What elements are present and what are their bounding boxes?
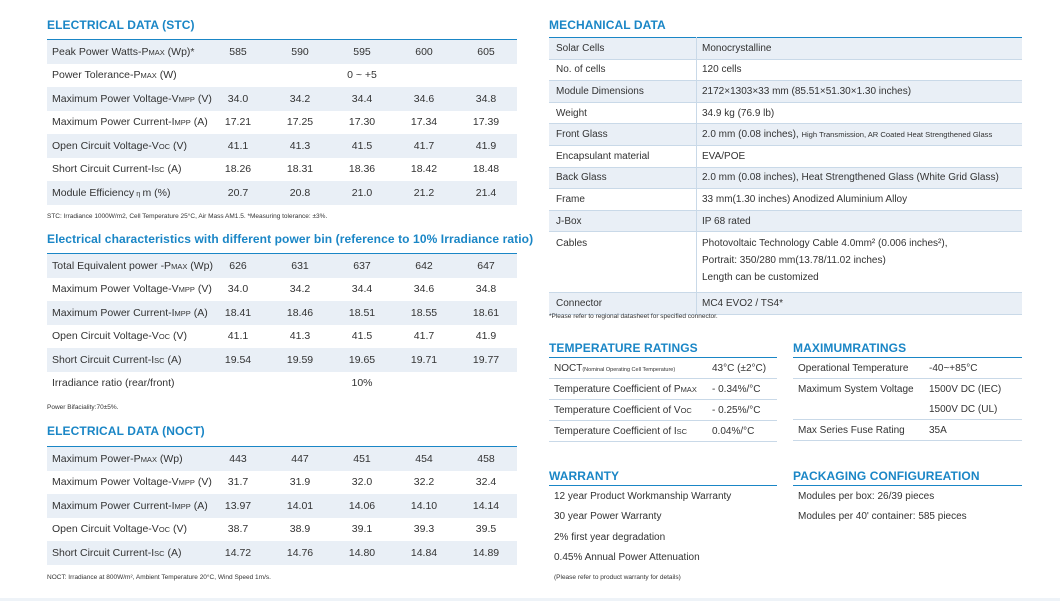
list-item: [549, 527, 777, 548]
table-row: [549, 145, 1022, 167]
value-cell: 451: [331, 447, 393, 471]
mechanical-note: *Please refer to regional datasheet for specified connector.: [549, 313, 718, 320]
value-cell: 34.6: [393, 87, 455, 111]
table-row: [549, 189, 1022, 211]
table-row: [793, 379, 1022, 400]
label-subscript: MAX: [140, 454, 157, 464]
table-row: [47, 541, 517, 565]
value-cell: 458: [455, 447, 517, 471]
row-label: [47, 158, 207, 182]
label-text: Power Tolerance-P: [52, 69, 141, 82]
spec-value: [697, 145, 1023, 167]
value-cell: 18.41: [207, 301, 269, 325]
value-cell: 18.46: [269, 301, 331, 325]
spec-key: Front Glass: [549, 124, 697, 146]
row-label: [47, 181, 207, 205]
max-ratings-table: [793, 357, 1022, 441]
value-cell: 34.2: [269, 87, 331, 111]
spec-value: [697, 102, 1023, 124]
row-label: [47, 301, 207, 325]
table-row: [47, 40, 517, 64]
table-row: [47, 64, 517, 88]
rating-value: 35A: [929, 420, 1022, 441]
table-row: [47, 518, 517, 542]
spec-value: [697, 293, 1023, 315]
value-cell: 18.26: [224, 163, 252, 176]
label-unit: (A): [164, 546, 182, 559]
table-row: [47, 494, 517, 518]
value-cell: 605: [455, 40, 517, 64]
label-unit: (A): [190, 306, 208, 319]
list-item-text: Modules per 40' container: 585 pieces: [798, 511, 967, 523]
label-text: Module Efficiency: [52, 186, 135, 199]
value-cell: 39.1: [351, 523, 373, 536]
table-row: [47, 278, 517, 302]
label-text: Open Circuit Voltage-V: [52, 330, 159, 343]
list-item-text: 12 year Product Workmanship Warranty: [554, 490, 732, 502]
label-unit: (V): [170, 523, 187, 536]
value-cell: 642: [393, 254, 455, 278]
spec-value-text: 2.0 mm (0.08 inches), Heat Strengthened Glass (White Grid Glass): [702, 172, 999, 184]
value-cell: 19.71: [393, 348, 455, 372]
spec-value: [697, 189, 1023, 211]
table-row: [793, 358, 1022, 379]
label-text: Temperature Coefficient of V: [554, 404, 681, 416]
label-unit: (A): [190, 116, 208, 129]
label-subscript: SC: [154, 355, 165, 365]
label-text: Short Circuit Current-I: [52, 163, 155, 176]
value-cell: 454: [393, 447, 455, 471]
label-subscript: OC: [158, 141, 171, 151]
value-cell: 41.9: [475, 330, 497, 343]
table-row: [549, 232, 1022, 293]
label-subscript: SC: [676, 426, 688, 436]
label-text: Maximum Power Voltage-V: [52, 92, 179, 105]
stc-note: STC: Irradiance 1000W/m2, Cell Temperature 25°C, Air Mass AM1.5. *Measuring tolerance: ±3%.: [47, 213, 328, 220]
label-text: Temperature Coefficient of I: [554, 425, 677, 437]
spec-key: Back Glass: [549, 167, 697, 189]
spec-value-line: Photovoltaic Technology Cable 4.0mm² (0.006 inches²),: [702, 238, 948, 250]
rating-value: - 0.34%/°C: [712, 379, 777, 400]
label-subscript: MAX: [171, 261, 188, 271]
table-row: [549, 81, 1022, 103]
value-cell: 447: [269, 447, 331, 471]
table-row: [549, 59, 1022, 81]
noct-table: [47, 446, 517, 565]
row-label: [47, 518, 207, 542]
label-text: Short Circuit Current-I: [52, 546, 155, 559]
row-label: [47, 134, 207, 158]
list-item: [549, 486, 777, 507]
table-row: [549, 102, 1022, 124]
spec-key: Connector: [549, 293, 697, 315]
table-row: [47, 325, 517, 349]
label-unit: (V): [170, 139, 187, 152]
label-unit: (Wp): [187, 259, 214, 272]
table-row: [549, 210, 1022, 232]
packaging-list: [793, 485, 1022, 527]
value-cell: 41.1: [227, 330, 249, 343]
spec-value-line: Length can be customized: [702, 272, 819, 284]
rating-value: 1500V DC (IEC): [929, 383, 1002, 395]
row-label: [47, 254, 214, 278]
list-item: [549, 548, 777, 569]
value-cell: 18.51: [331, 301, 393, 325]
label-text: Maximum Power Current-I: [52, 306, 175, 319]
table-row: [549, 167, 1022, 189]
stc-title: ELECTRICAL DATA (STC): [47, 18, 195, 32]
spec-value-text: MC4 EVO2 / TS4*: [702, 298, 783, 310]
value-cell: 14.10: [393, 494, 455, 518]
label-unit: m (%): [142, 186, 171, 199]
label-text: Maximum Power Current-I: [52, 499, 175, 512]
row-label: [47, 87, 212, 111]
value-cell: 41.3: [289, 330, 311, 343]
label-small: (Nominal Operating Cell Temperature): [582, 366, 676, 373]
list-item-text: 2% first year degradation: [554, 531, 666, 543]
label-unit: (V): [194, 476, 212, 489]
label-unit: (W): [156, 69, 177, 82]
label-unit: (V): [194, 283, 212, 296]
spec-value-text: 34.9 kg (76.9 lb): [702, 107, 775, 119]
label-subscript: MPP: [174, 501, 191, 511]
table-row: [47, 301, 517, 325]
value-cell: 631: [269, 254, 331, 278]
rating-label: [793, 399, 929, 420]
row-label: [47, 494, 207, 518]
row-label: [47, 111, 207, 135]
value-cell: 21.2: [393, 181, 455, 205]
value-cell: 21.0: [331, 181, 393, 205]
mechanical-table: [549, 37, 1022, 315]
value-cell: 17.21: [224, 116, 252, 129]
row-label: [47, 541, 207, 565]
label-text: Temperature Coefficient of P: [554, 383, 681, 395]
spec-value: [697, 124, 1023, 146]
value-cell: 17.39: [472, 116, 500, 129]
row-label: [47, 471, 212, 495]
label-subscript: SC: [154, 548, 165, 558]
table-row: [549, 379, 777, 400]
list-item: [793, 507, 1022, 528]
value-cell: 19.59: [269, 348, 331, 372]
value-cell: 14.72: [207, 541, 269, 565]
label-subscript: OC: [158, 525, 171, 535]
value-cell: 14.01: [269, 494, 331, 518]
value-cell: 18.55: [393, 301, 455, 325]
value-cell: 41.5: [331, 134, 393, 158]
rating-label: Max Series Fuse Rating: [793, 420, 929, 441]
value-cell: 41.7: [413, 330, 435, 343]
label-subscript: MPP: [178, 478, 195, 488]
value-cell: 41.1: [207, 134, 269, 158]
table-row: [793, 420, 1022, 441]
value-cell: 647: [455, 254, 517, 278]
value-cell: 585: [207, 40, 269, 64]
label-subscript: MAX: [680, 384, 697, 394]
row-label: [47, 348, 207, 372]
noct-title: ELECTRICAL DATA (NOCT): [47, 424, 205, 438]
table-row: [47, 181, 517, 205]
mechanical-title: MECHANICAL DATA: [549, 18, 666, 32]
value-cell: 39.5: [475, 523, 497, 536]
value-cell: 32.4: [475, 476, 497, 489]
value-cell: 32.0: [351, 476, 373, 489]
value-cell: 41.3: [269, 134, 331, 158]
spec-value-text: 2172×1303×33 mm (85.51×51.30×1.30 inches): [702, 85, 912, 97]
max-ratings-title: MAXIMUMRATINGS: [793, 341, 907, 355]
value-span-cell: 10%: [351, 377, 373, 390]
label-text: Maximum Power Current-I: [52, 116, 175, 129]
value-cell: 17.30: [348, 116, 376, 129]
temperature-title: TEMPERATURE RATINGS: [549, 341, 698, 355]
rating-value: 0.04%/°C: [712, 421, 777, 442]
label-subscript: MPP: [178, 285, 195, 295]
value-cell: 14.14: [455, 494, 517, 518]
value-cell: 19.54: [207, 348, 269, 372]
value-cell: 20.7: [207, 181, 269, 205]
value-cell: 626: [207, 254, 269, 278]
value-cell: 34.0: [207, 87, 269, 111]
value-cell: 14.89: [455, 541, 517, 565]
spec-key: Solar Cells: [549, 38, 697, 60]
packaging-title: PACKAGING CONFIGUREATION: [793, 469, 980, 483]
row-label: [47, 372, 207, 396]
label-subscript: MPP: [174, 118, 191, 128]
value-cell: 14.84: [393, 541, 455, 565]
noct-note: NOCT: Irradiance at 800W/m², Ambient Temperature 20°C, Wind Speed 1m/s.: [47, 574, 271, 581]
spec-value-line: Portrait: 350/280 mm(13.78/11.02 inches): [702, 255, 886, 267]
row-label: [47, 325, 207, 349]
spec-value-text: 33 mm(1.30 inches) Anodized Aluminium Alloy: [702, 193, 908, 205]
table-row: [793, 399, 1022, 420]
spec-value: [697, 38, 1023, 60]
value-cell: 17.25: [286, 116, 314, 129]
value-cell: 443: [207, 447, 269, 471]
value-cell: 18.48: [472, 163, 500, 176]
rating-value: - 0.25%/°C: [712, 400, 777, 421]
spec-key: Module Dimensions: [549, 81, 697, 103]
spec-value: [697, 210, 1023, 232]
value-cell: 637: [331, 254, 393, 278]
value-cell: 38.9: [289, 523, 311, 536]
table-row: [47, 254, 517, 278]
spec-value-small: High Transmission, AR Coated Heat Strengthened Glass: [801, 130, 993, 140]
spec-value-text: 120 cells: [702, 64, 742, 76]
spec-value: [697, 232, 1023, 293]
label-unit: (A): [164, 163, 182, 176]
rating-value: 43°C (±2°C): [712, 358, 777, 379]
label-subscript: SC: [154, 165, 165, 175]
value-cell: 34.8: [455, 87, 517, 111]
spec-key: J-Box: [549, 210, 697, 232]
warranty-note: (Please refer to product warranty for details): [554, 574, 681, 581]
value-cell: 38.7: [227, 523, 249, 536]
table-row: [47, 111, 517, 135]
rating-label: [549, 400, 712, 421]
label-text: Peak Power Watts-P: [52, 45, 149, 58]
rating-label: Operational Temperature: [793, 358, 929, 379]
value-cell: 32.2: [413, 476, 435, 489]
spec-value-text: 2.0 mm (0.08 inches),: [702, 129, 802, 141]
spec-value-text: EVA/POE: [702, 150, 746, 162]
label-text: Open Circuit Voltage-V: [52, 139, 159, 152]
rating-label: [549, 421, 712, 442]
spec-key: Frame: [549, 189, 697, 211]
spec-value: [697, 59, 1023, 81]
value-span-cell: 0 ~ +5: [347, 69, 377, 82]
table-row: [549, 124, 1022, 146]
label-subscript: OC: [680, 405, 692, 415]
label-text: Short Circuit Current-I: [52, 353, 155, 366]
spec-key: Weight: [549, 102, 697, 124]
spec-key: No. of cells: [549, 59, 697, 81]
value-cell: 18.61: [455, 301, 517, 325]
label-unit: (V): [170, 330, 187, 343]
row-label: [47, 40, 207, 64]
label-subscript: MAX: [148, 47, 165, 57]
table-row: [47, 158, 517, 182]
list-item: [793, 486, 1022, 507]
value-cell: 18.36: [348, 163, 376, 176]
list-item-text: Modules per box: 26/39 pieces: [798, 490, 935, 502]
table-row: [47, 87, 517, 111]
spec-value-text: IP 68 rated: [702, 215, 751, 227]
row-label: [47, 447, 207, 471]
rating-value: 1500V DC (UL): [929, 399, 1022, 420]
value-cell: 14.06: [331, 494, 393, 518]
spec-value: [697, 167, 1023, 189]
value-cell: 34.4: [351, 283, 373, 296]
value-cell: 34.0: [227, 283, 249, 296]
value-cell: 41.5: [351, 330, 373, 343]
value-cell: 19.77: [455, 348, 517, 372]
table-row: [549, 400, 777, 421]
value-cell: 590: [269, 40, 331, 64]
label-subscript: MPP: [174, 308, 191, 318]
value-cell: 34.8: [475, 283, 497, 296]
value-cell: 18.42: [410, 163, 438, 176]
value-cell: 19.65: [331, 348, 393, 372]
label-subscript: MPP: [178, 94, 195, 104]
value-cell: 34.2: [289, 283, 311, 296]
table-row: [549, 358, 777, 379]
value-cell: 34.4: [331, 87, 393, 111]
spec-value-text: Monocrystalline: [702, 42, 772, 54]
temperature-table: [549, 357, 777, 442]
table-row: [47, 134, 517, 158]
value-cell: 18.31: [286, 163, 314, 176]
list-item: [549, 507, 777, 528]
label-subscript: OC: [158, 332, 171, 342]
value-cell: 21.4: [455, 181, 517, 205]
value-cell: 600: [393, 40, 455, 64]
bin-table: [47, 253, 517, 395]
rating-label: Maximum System Voltage: [798, 383, 914, 395]
label-unit: (V): [194, 92, 212, 105]
value-cell: 41.7: [393, 134, 455, 158]
list-item-text: 0.45% Annual Power Attenuation: [554, 552, 700, 564]
list-item-text: 30 year Power Warranty: [554, 511, 662, 523]
spec-value: [697, 81, 1023, 103]
bin-title: Electrical characteristics with different power bin (reference to 10% Irradiance ratio): [47, 232, 534, 246]
spec-key: Cables: [549, 232, 697, 293]
rating-label: [549, 358, 712, 379]
label-text: Total Equivalent power -P: [52, 259, 172, 272]
stc-table: [47, 39, 517, 205]
value-cell: 31.7: [227, 476, 249, 489]
row-label: [47, 64, 207, 88]
table-row: [549, 38, 1022, 60]
table-row: [47, 348, 517, 372]
label-text: Open Circuit Voltage-V: [52, 523, 159, 536]
label-unit: (A): [190, 499, 208, 512]
label-text: Maximum Power-P: [52, 452, 141, 465]
value-cell: 20.8: [269, 181, 331, 205]
value-cell: 39.3: [413, 523, 435, 536]
table-row: [47, 372, 517, 396]
label-text: Maximum Power Voltage-V: [52, 283, 179, 296]
value-cell: 14.80: [331, 541, 393, 565]
table-row: [549, 421, 777, 442]
label-subscript: MAX: [140, 71, 157, 81]
warranty-title: WARRANTY: [549, 469, 620, 483]
label-unit: (Wp)*: [164, 45, 195, 58]
spec-key: Encapsulant material: [549, 145, 697, 167]
label-subscript: η: [134, 188, 143, 198]
value-cell: 41.9: [455, 134, 517, 158]
row-label: [47, 278, 212, 302]
table-row: [47, 447, 517, 471]
value-cell: 595: [331, 40, 393, 64]
value-cell: 31.9: [289, 476, 311, 489]
rating-label: [549, 379, 712, 400]
value-cell: 13.97: [207, 494, 269, 518]
rating-value: -40~+85°C: [929, 358, 1022, 379]
value-cell: 17.34: [410, 116, 438, 129]
table-row: [47, 471, 517, 495]
label-text: Irradiance ratio (rear/front): [52, 377, 175, 390]
warranty-list: [549, 485, 777, 568]
label-text: NOCT: [554, 362, 583, 374]
value-cell: 34.6: [413, 283, 435, 296]
value-cell: 14.76: [269, 541, 331, 565]
bin-note: Power Bifaciality:70±5%.: [47, 404, 119, 411]
label-text: Maximum Power Voltage-V: [52, 476, 179, 489]
table-row: [549, 293, 1022, 315]
label-unit: (Wp): [156, 452, 183, 465]
label-unit: (A): [164, 353, 182, 366]
